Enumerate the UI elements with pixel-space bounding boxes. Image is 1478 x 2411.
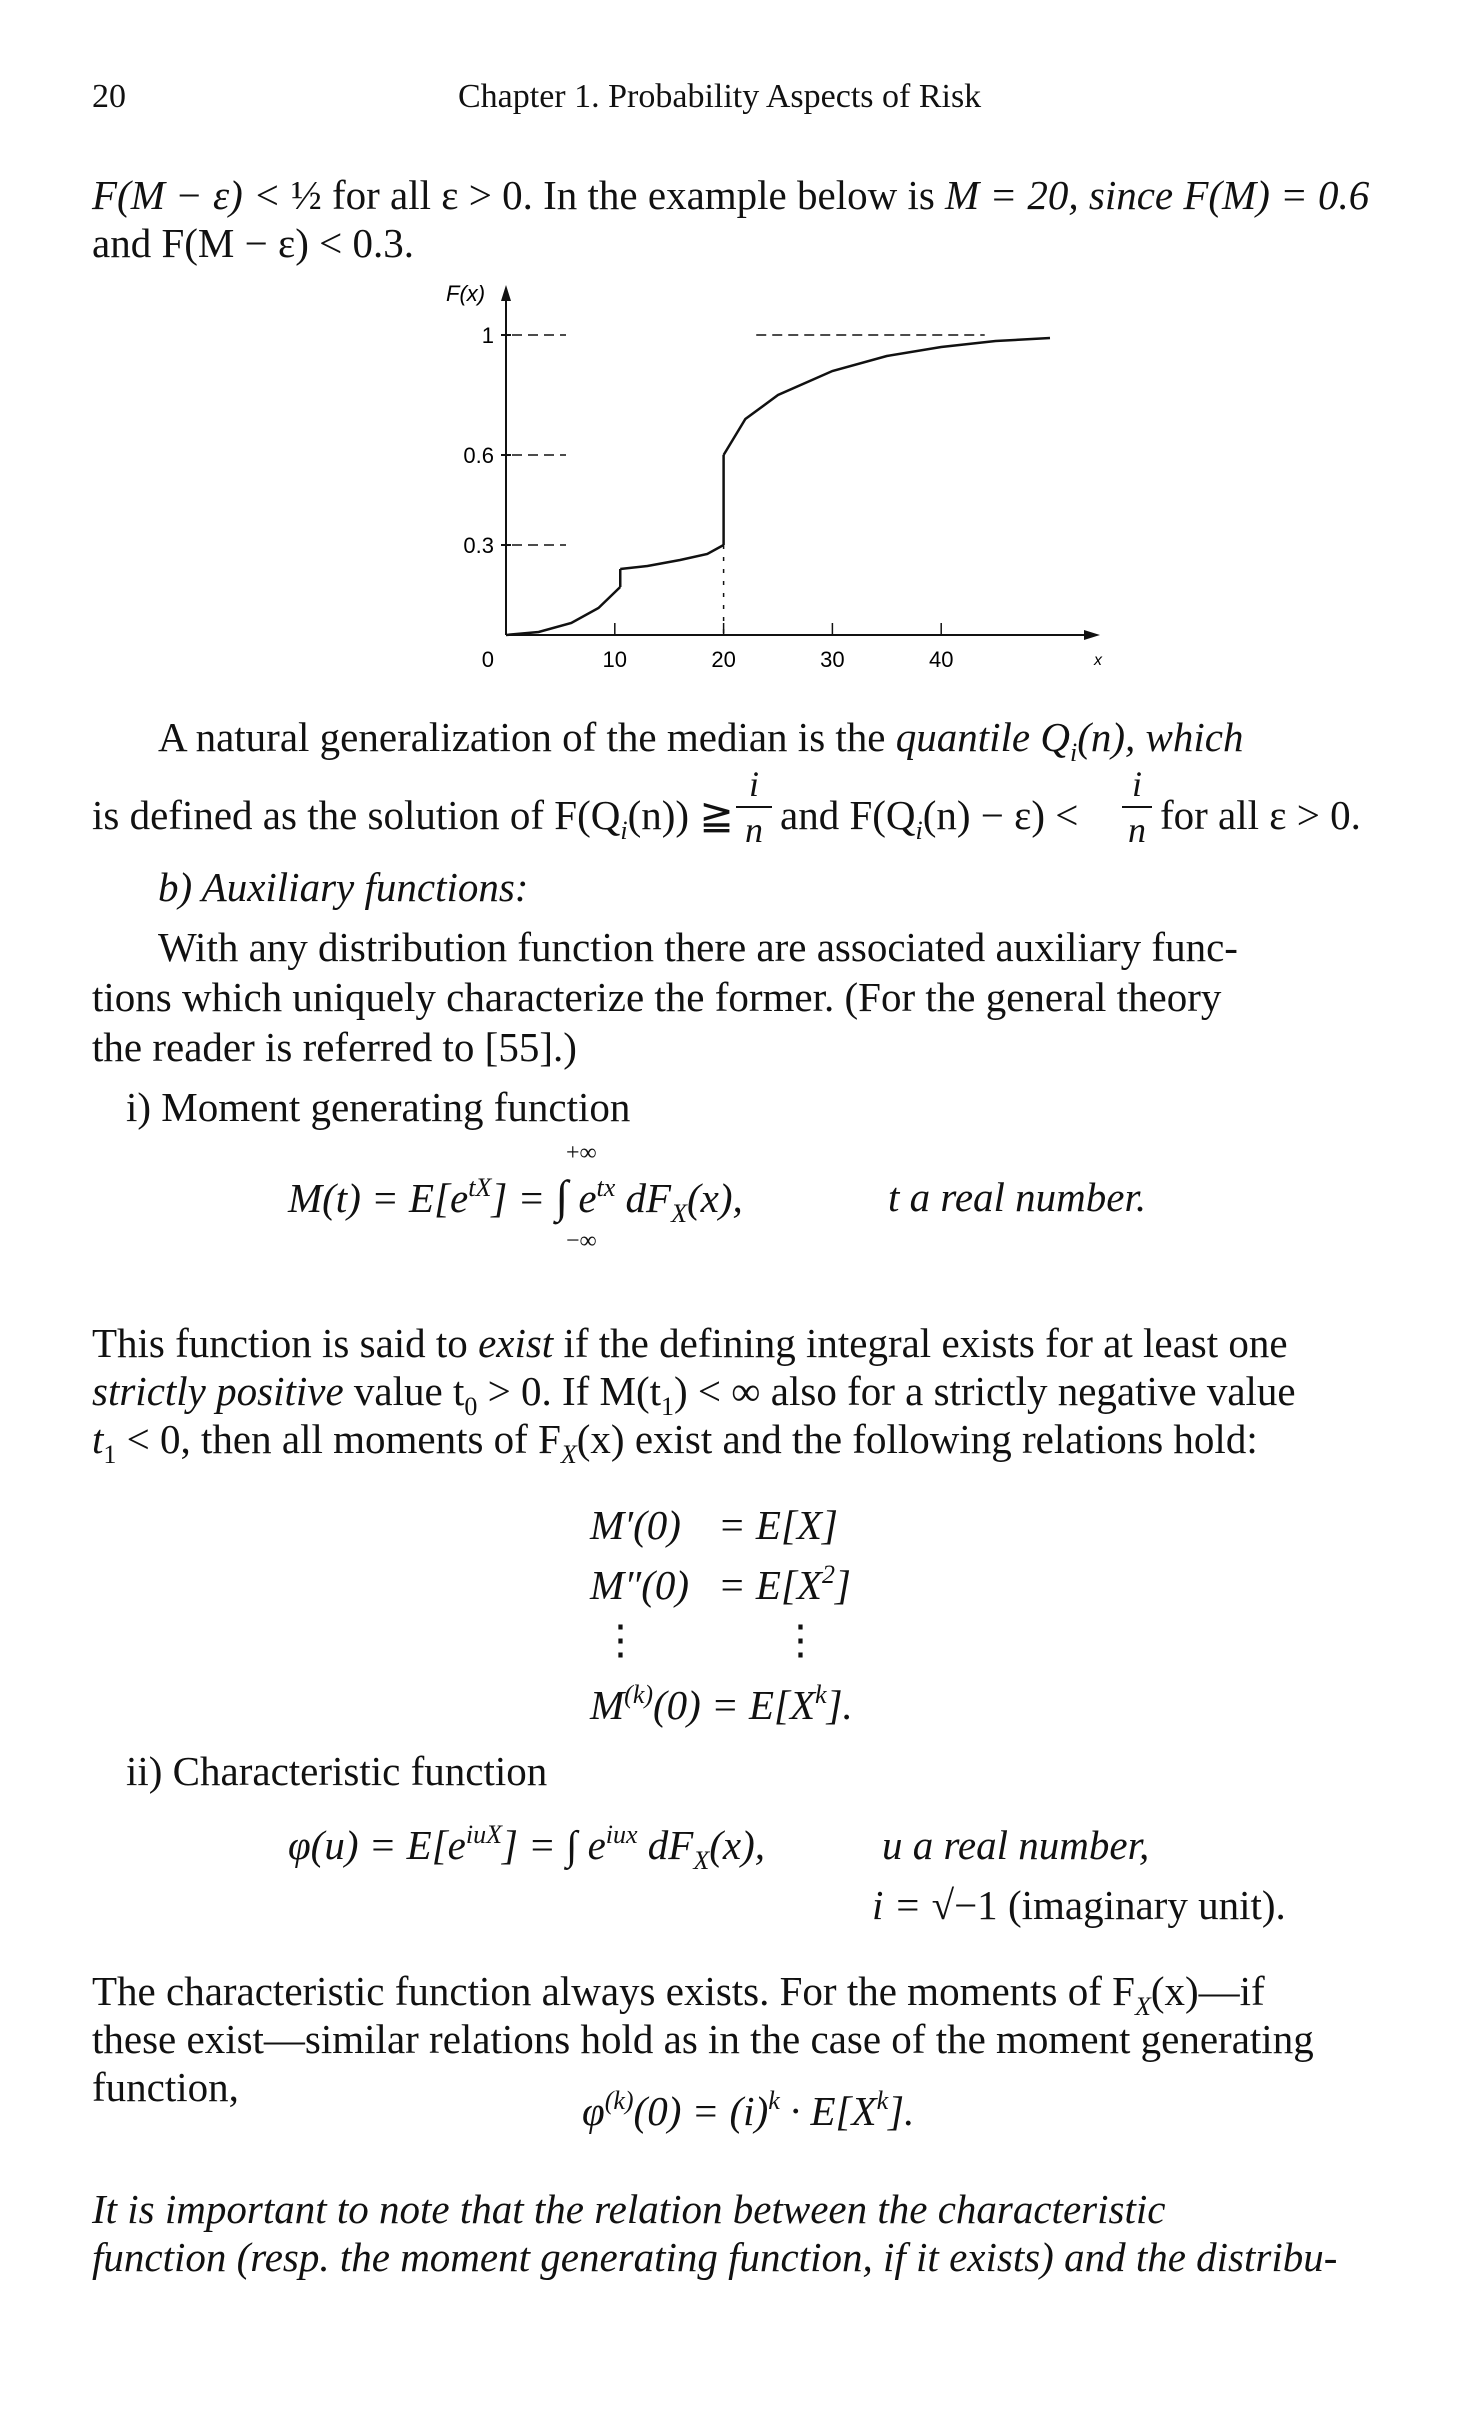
chart-plot-area (446, 281, 1103, 672)
section-b-p2: tions which uniquely characterize the former. (For the general theory (92, 974, 1222, 1020)
x-axis-arrow (1084, 630, 1100, 640)
relation-2-rhs: = $E[X^2]$ (718, 1560, 851, 1608)
relation-dots-left: ⋮ (600, 1617, 641, 1663)
quantile-line-2: is defined as the solution of $F(Q_i(n))$ ≧ (92, 792, 734, 845)
exist-line-2: strictly positive value $t_0 > 0$. If $M(t_1)$ < ∞ also for a strictly negative value (92, 1368, 1296, 1421)
page-number: 20 (92, 78, 126, 115)
section-b-heading: b) Auxiliary functions: (158, 864, 529, 910)
x-tick-label-20: 20 (711, 647, 736, 672)
x-tick-label-40: 40 (928, 647, 954, 672)
series-1-line (506, 587, 620, 635)
cf-note-2: i = √−1 (imaginary unit). (872, 1882, 1286, 1928)
series-2-line (620, 545, 723, 569)
x-axis-label: x (1094, 652, 1102, 669)
x-tick-label-30: 30 (820, 647, 845, 672)
relation-2-lhs: M″(0) (590, 1562, 690, 1608)
integral-lower-limit: −∞ (566, 1228, 597, 1254)
relation-1-lhs: M′(0) (590, 1502, 681, 1548)
cf-formula: $\varphi(u) = E[e^{iuX}]$ = ∫ $e^{iux}$ $dF_X(x)$, (288, 1820, 765, 1875)
characteristic-heading: ii) Characteristic function (126, 1748, 548, 1794)
char-para-line-3: function, (92, 2064, 239, 2110)
y-tick-label-1: 1 (481, 323, 494, 348)
running-title: Chapter 1. Probability Aspects of Risk (458, 78, 982, 115)
char-para-line-1: The characteristic function always exists. For the moments of $F_X(x)—if$ (92, 1968, 1265, 2021)
exist-line-3: $t_1 < 0$, then all moments of $F_X(x)$ exist and the following relations hold: (92, 1416, 1258, 1469)
quantile-fraction-1: i n (736, 766, 772, 848)
integral-upper-limit: +∞ (566, 1140, 597, 1166)
relation-dots-right: ⋮ (780, 1617, 821, 1663)
quantile-line-2-b: and $F(Q_i(n) - \varepsilon)$ < (780, 792, 1079, 845)
y-axis-arrow (501, 285, 511, 301)
cf-moment-formula: $\varphi^{(k)}(0) = (i)^k \cdot E[X^k]$. (582, 2086, 915, 2134)
y-tick-label-0.6: 0.6 (463, 443, 494, 468)
y-tick-label-0.3: 0.3 (463, 533, 494, 558)
x-tick-label-0: 0 (481, 647, 494, 672)
char-para-line-2: these exist—similar relations hold as in the case of the moment generating (92, 2016, 1314, 2062)
section-b-p1: With any distribution function there are associated auxiliary func- (158, 924, 1238, 970)
quantile-line-2-c: for all ε > 0. (1160, 792, 1361, 838)
y-axis-label: F(x) (446, 281, 486, 306)
series-3-line (724, 338, 1050, 455)
x-tick-label-10: 10 (602, 647, 628, 672)
section-b-p3: the reader is referred to [55].) (92, 1024, 577, 1070)
closing-line-2: function (resp. the moment generating function, if it exists) and the distribu- (92, 2234, 1338, 2280)
closing-line-1: It is important to note that the relation between the characteristic (92, 2186, 1166, 2232)
exist-line-1: This function is said to exist if the defining integral exists for at least one (92, 1320, 1288, 1366)
moment-heading: i) Moment generating function (126, 1084, 631, 1130)
intro-line-1: F(M − ε) < ½ for all ε > 0. In the example below is M = 20, since F(M) = 0.6 (92, 172, 1370, 218)
quantile-line-1: A natural generalization of the median is the quantile $Q_i(n)$, which (158, 714, 1244, 767)
cf-note-1: u a real number, (882, 1822, 1150, 1868)
intro-line-2: and F(M − ε) < 0.3. (92, 220, 414, 266)
distribution-chart (400, 281, 1102, 685)
quantile-fraction-2: i n (1122, 766, 1152, 848)
mgf-formula: $M(t) = E[e^{tX}]$ = ∫ $e^{tx}$ $dF_X(x)$, (288, 1171, 743, 1228)
relation-1-rhs: = E[X] (718, 1502, 838, 1548)
mgf-note: t a real number. (888, 1174, 1147, 1220)
relation-3: $M^{(k)}(0) = E[X^k]$. (590, 1680, 853, 1728)
